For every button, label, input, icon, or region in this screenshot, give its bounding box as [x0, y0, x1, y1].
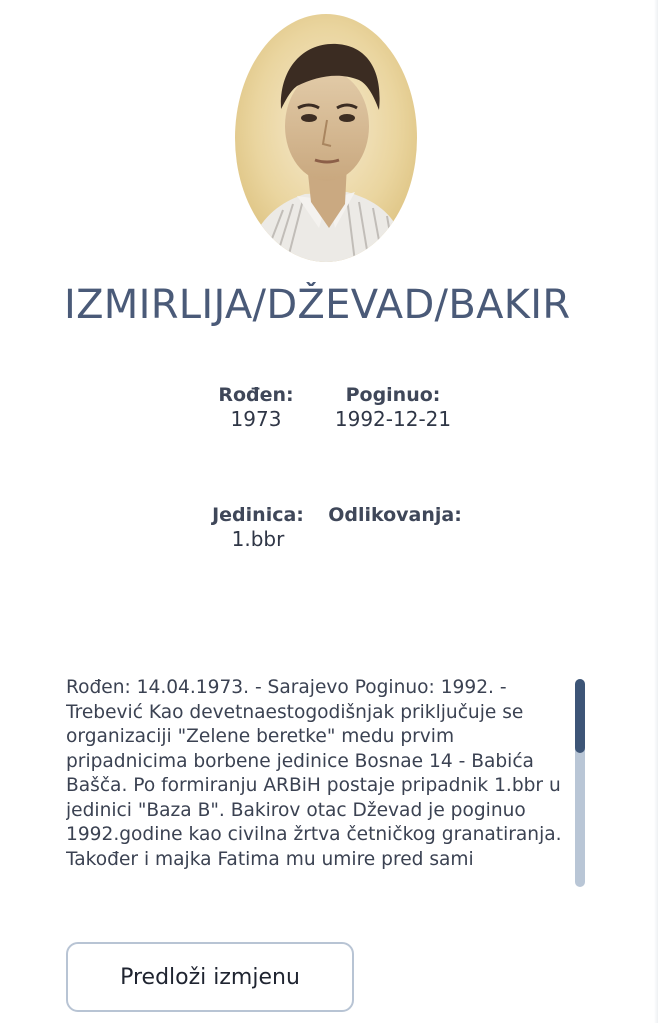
died-value: 1992-12-21 [334, 407, 452, 431]
page-edge [654, 0, 658, 1023]
portrait-image [235, 14, 417, 262]
unit-value: 1.bbr [231, 527, 285, 551]
biography-text: Rođen: 14.04.1973. - Sarajevo Poginuo: 1992. - Trebević Kao devetnaestogodišnjak priključuje se organizaciji "Zelene beretke" medu prvim pripadnicima borbene jedinice Bosnae 14 - Babića Bašča. Po formiranju ARBiH postaje pripadnik 1.bbr u jedinici "Baza B". Bakirov otac Dževad je poginuo 1992.godine kao civilna žrtva četničkog granatiranja. Također i majka Fatima mu umire pred sami [66, 677, 562, 870]
died-label: Poginuo: [345, 384, 441, 406]
unit-field [206, 504, 310, 551]
died-field [318, 384, 468, 431]
scrollbar-thumb[interactable] [575, 679, 585, 753]
born-label: Rođen: [218, 384, 294, 406]
portrait-photo [235, 14, 417, 262]
awards-label: Odlikovanja: [328, 504, 462, 526]
biography-scrollbar[interactable] [575, 679, 585, 887]
awards-field [322, 504, 468, 527]
suggest-edit-button[interactable]: Predloži izmjenu [66, 942, 354, 1012]
person-name: IZMIRLIJA/DŽEVAD/BAKIR [64, 282, 571, 328]
born-field [206, 384, 306, 431]
biography-scroll-area[interactable] [66, 676, 566, 886]
unit-label: Jedinica: [212, 504, 304, 526]
born-value: 1973 [230, 407, 282, 431]
